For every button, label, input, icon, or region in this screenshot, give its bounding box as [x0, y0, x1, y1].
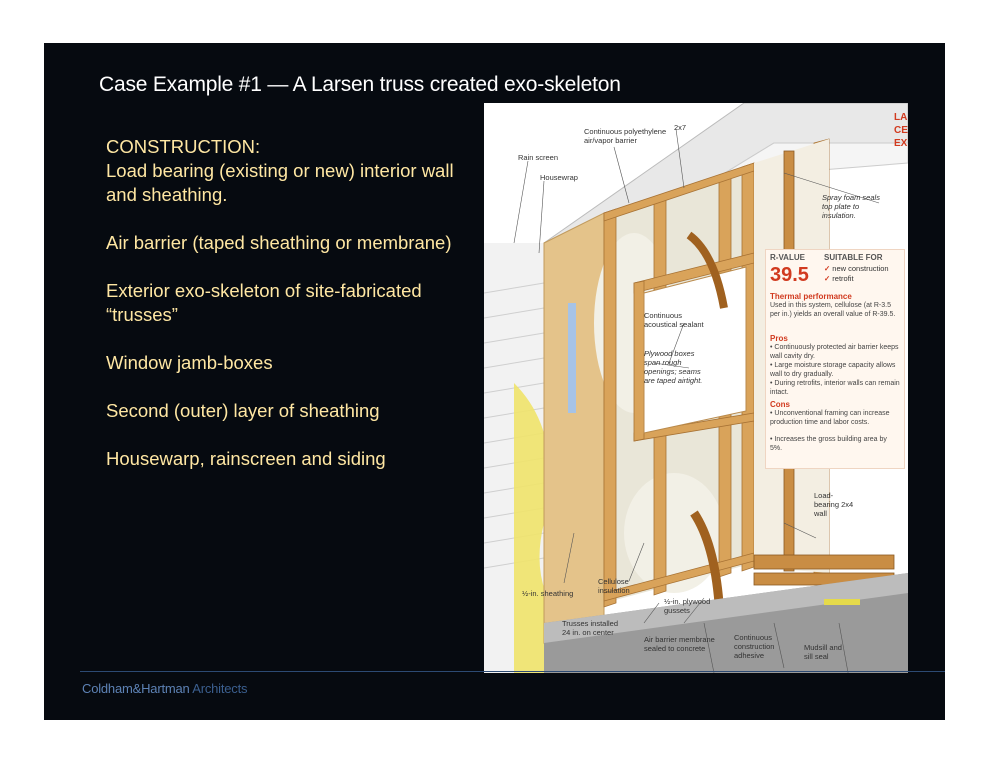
suitable-item: ✓ retrofit [824, 274, 854, 283]
label-housewrap: Housewrap [540, 173, 578, 182]
label-air-barrier-membrane: Air barrier membrane sealed to concrete [644, 635, 715, 653]
pros-heading: Pros [770, 334, 788, 343]
pros-item: • Continuously protected air barrier keeps wall cavity dry. [770, 344, 899, 360]
cons-heading: Cons [770, 400, 790, 409]
paragraph-air-barrier: Air barrier (taped sheathing or membrane) [106, 232, 452, 253]
slide-title: Case Example #1 — A Larsen truss created exo-skeleton [99, 73, 621, 96]
firm-suffix: Architects [189, 681, 248, 696]
info-panel [765, 249, 905, 469]
paragraph-construction [106, 135, 486, 207]
construction-text: CONSTRUCTION: Load bearing (existing or new) interior wall and sheathing. [106, 136, 454, 205]
cropped-heading: LA CE EX [894, 112, 908, 149]
paragraph-outer-sheathing: Second (outer) layer of sheathing [106, 400, 380, 421]
thermal-text: Used in this system, cellulose (at R-3.5 per in.) yields an overall value of R-39.5. [770, 302, 896, 318]
label-plywood-boxes: Plywood boxes span rough openings; seams are taped airtight. [644, 349, 703, 385]
body-text [106, 135, 486, 495]
wall-section-illustration [484, 103, 908, 673]
label-rain-screen: Rain screen [518, 153, 559, 162]
label-mudsill: Mudsill and sill seal [804, 643, 842, 661]
label-gussets: ½-in. plywood gussets [664, 597, 711, 615]
footer-divider [80, 671, 945, 672]
check-icon: ✓ [824, 264, 831, 273]
label-load-bearing-wall: Load-bearing 2x4 wall [814, 491, 854, 518]
label-half-sheathing: ½-in. sheathing [522, 589, 574, 598]
check-icon: ✓ [824, 274, 831, 283]
pros-item: • Large moisture storage capacity allows wall to dry gradually. [770, 362, 896, 378]
footer-firm-name [82, 681, 247, 696]
paragraph-exo-skeleton: Exterior exo-skeleton of site-fabricated “trusses” [106, 280, 422, 325]
label-acoustical-sealant: Continuous acoustical sealant [644, 311, 704, 329]
r-value-label: R-VALUE [770, 253, 805, 262]
label-trusses: Trusses installed 24 in. on center [562, 619, 618, 637]
r-value: 39.5 [770, 264, 809, 286]
label-2x7: 2x7 [674, 123, 687, 132]
paragraph-window-boxes: Window jamb-boxes [106, 352, 273, 373]
paragraph-housewrap: Housewarp, rainscreen and siding [106, 448, 386, 469]
suitable-label: SUITABLE FOR [824, 253, 883, 262]
label-poly-barrier: Continuous polyethylene air/vapor barrier [584, 127, 667, 145]
thermal-heading: Thermal performance [770, 292, 852, 301]
label-adhesive: Continuous construction adhesive [734, 633, 775, 660]
pros-item: • During retrofits, interior walls can remain intact. [770, 380, 900, 396]
cons-item: • Unconventional framing can increase production time and labor costs. [770, 410, 890, 426]
firm-name: Coldham&Hartman [82, 681, 190, 696]
suitable-item: ✓ new construction [824, 264, 889, 273]
label-spray-foam: Spray foam seals top plate to insulation. [822, 193, 880, 220]
label-cellulose: Cellulose insulation [598, 577, 630, 595]
slide [44, 43, 945, 720]
cons-item: • Increases the gross building area by 5%. [770, 436, 887, 452]
